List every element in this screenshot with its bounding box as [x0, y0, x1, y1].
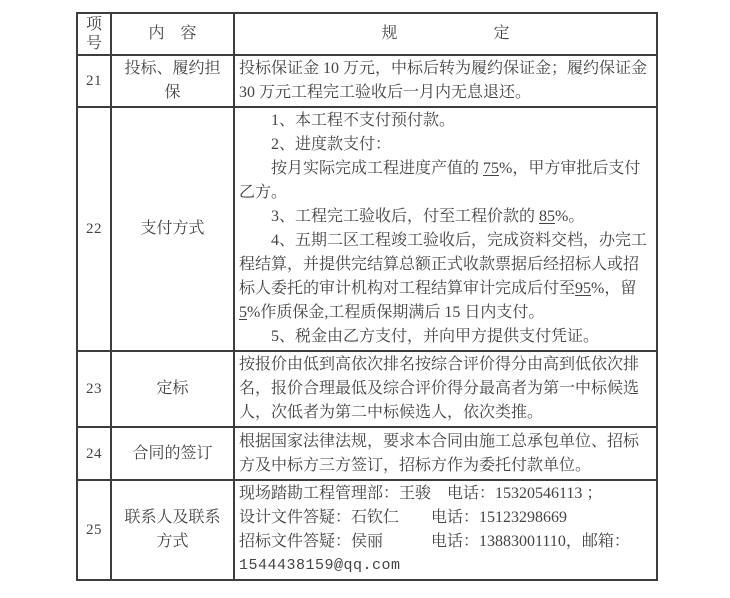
table-row	[77, 427, 657, 480]
header-item-no: 项号	[77, 13, 111, 55]
regulation-paragraph	[239, 554, 652, 578]
text-segment: %作质保金,工程质保期满后 15 日内支付。	[247, 304, 545, 321]
table-row	[77, 480, 657, 580]
item-no-cell: 21	[77, 55, 111, 107]
regulation-paragraph	[239, 430, 652, 478]
underlined-value: 95	[575, 280, 592, 297]
text-segment: 按月实际完成工程进度产值的	[271, 160, 484, 177]
text-segment: %，甲方审批后支付乙方。	[239, 160, 641, 201]
item-no-cell: 24	[77, 427, 111, 480]
text-segment: 1、本工程不支付预付款。	[271, 112, 456, 129]
item-no-cell: 22	[77, 107, 111, 351]
text-segment: 现场踏勘工程管理部：王骏 电话：15320546113 ；	[239, 485, 603, 502]
text-segment: 3、工程完工验收后，付至工程价款的	[271, 208, 540, 225]
text-segment: 招标文件答疑：侯丽 电话：13883001110，邮箱：	[239, 533, 630, 550]
item-no-cell: 23	[77, 351, 111, 427]
regulation-paragraph	[239, 530, 652, 554]
regulation-paragraph	[239, 325, 652, 349]
text-segment: 1544438159@qq.com	[239, 557, 401, 574]
regulation-paragraph	[239, 353, 652, 425]
text-segment: %，留	[591, 280, 637, 297]
regulation-paragraph	[239, 205, 652, 229]
regulation-paragraph	[239, 57, 652, 105]
regulations-table	[76, 12, 658, 581]
table-row	[77, 351, 657, 427]
underlined-value: 75	[483, 160, 500, 177]
content-cell: 定标	[111, 351, 234, 427]
content-cell: 合同的签订	[111, 427, 234, 480]
text-segment: %。	[555, 208, 585, 225]
regulation-paragraph	[239, 157, 652, 205]
text-segment: 按报价由低到高依次排名按综合评价得分由高到低依次排名，报价合理最低及综合评价得分最高者为第一中标候选人，次低者为第二中标候选人，依次类推。	[239, 356, 640, 421]
header-content: 内 容	[111, 13, 234, 55]
table-row	[77, 55, 657, 107]
text-segment: 投标保证金 10 万元，中标后转为履约保证金；履约保证金 30 万元工程完工验收后一月内无息退还。	[239, 60, 648, 101]
table-body	[77, 55, 657, 580]
content-cell: 支付方式	[111, 107, 234, 351]
regulation-cell	[234, 107, 657, 351]
text-segment: 根据国家法律法规，要求本合同由施工总承包单位、招标方及中标方三方签订，招标方作为委托付款单位。	[239, 432, 640, 474]
content-cell: 联系人及联系方式	[111, 480, 234, 580]
table-header	[77, 13, 657, 55]
regulation-paragraph	[239, 133, 652, 157]
text-segment: 设计文件答疑：石钦仁 电话：15123298669	[239, 509, 568, 526]
text-segment: 5、税金由乙方支付，并向甲方提供支付凭证。	[271, 328, 600, 345]
table-row	[77, 107, 657, 351]
underlined-value: 5	[239, 304, 247, 321]
text-segment: 2、进度款支付：	[271, 136, 392, 153]
regulation-paragraph	[239, 109, 652, 133]
regulation-cell	[234, 351, 657, 427]
underlined-value: 85	[539, 208, 556, 225]
item-no-cell: 25	[77, 480, 111, 580]
regulation-cell	[234, 55, 657, 107]
regulation-cell	[234, 427, 657, 480]
regulation-cell	[234, 480, 657, 580]
regulation-paragraph	[239, 506, 652, 530]
header-row	[77, 13, 657, 55]
content-cell: 投标、履约担保	[111, 55, 234, 107]
header-regulation: 规 定	[234, 13, 657, 55]
text-segment: 4、五期二区工程竣工验收后，完成资料交档，办完工程结算，并提供完结算总额正式收款票据后经招标人或招标人委托的审计机构对工程结算审计完成后付至	[239, 232, 648, 297]
regulation-paragraph	[239, 229, 652, 325]
regulation-paragraph	[239, 482, 652, 506]
